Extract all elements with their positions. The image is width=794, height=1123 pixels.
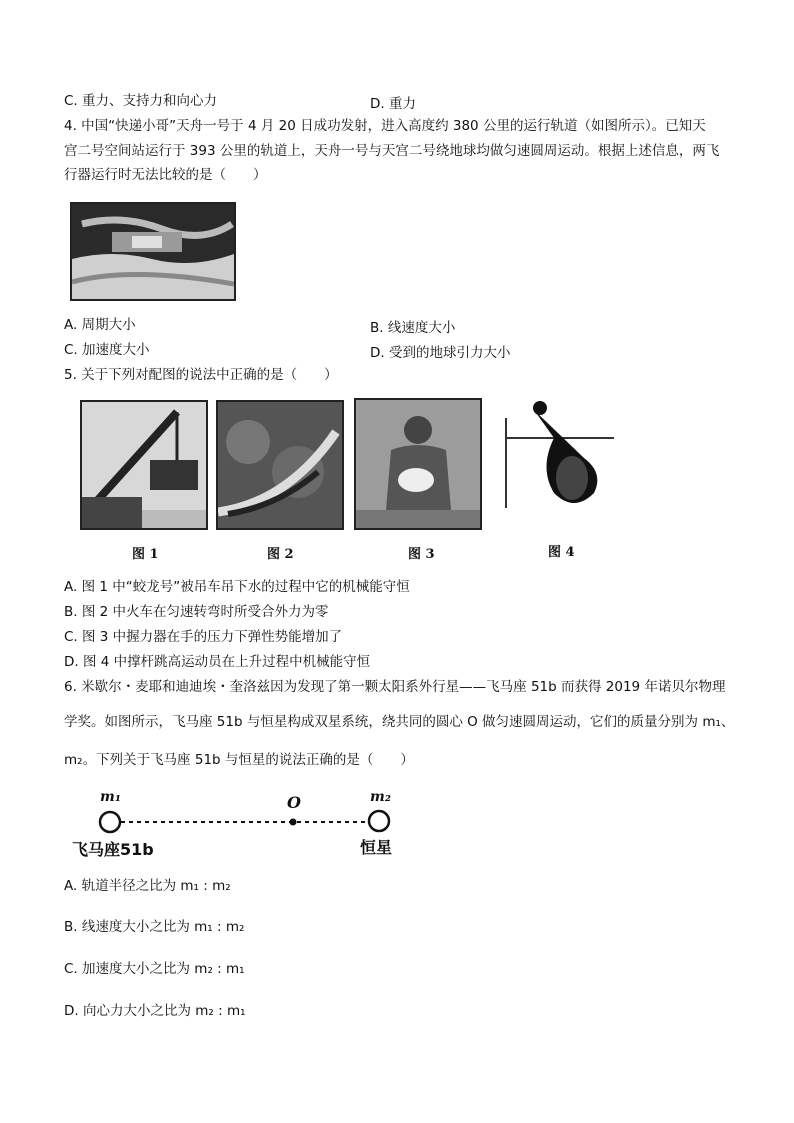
q5-stem: 5. 关于下列对配图的说法中正确的是（ ） [64, 367, 338, 383]
q6-option-b: B. 线速度大小之比为 m₁ : m₂ [64, 919, 245, 935]
center-point [290, 819, 297, 826]
planet-circle [100, 812, 120, 832]
m1-label: m₁ [100, 789, 121, 805]
q5-figure1-crane-photo [80, 400, 208, 530]
star-name-label: 恒星 [360, 838, 393, 857]
q5-option-b: B. 图 2 中火车在匀速转弯时所受合外力为零 [64, 604, 329, 620]
center-o-label: O [287, 793, 301, 812]
m2-label: m₂ [370, 789, 391, 805]
q4-option-b: B. 线速度大小 [370, 320, 456, 336]
q3-option-d: D. 重力 [370, 96, 416, 112]
q6-binary-star-diagram [70, 785, 410, 865]
q6-option-d: D. 向心力大小之比为 m₂ : m₁ [64, 1003, 246, 1019]
q6-option-c: C. 加速度大小之比为 m₂ : m₁ [64, 961, 245, 977]
q5-figure4-caption: 图 4 [548, 545, 575, 560]
q4-option-a: A. 周期大小 [64, 317, 136, 333]
q3-option-c: C. 重力、支持力和向心力 [64, 93, 218, 109]
q5-figure2-caption: 图 2 [267, 547, 294, 562]
star-circle [369, 811, 389, 831]
q4-stem-line3: 行器运行时无法比较的是（ ） [64, 167, 267, 183]
q5-option-a: A. 图 1 中“蛟龙号”被吊车吊下水的过程中它的机械能守恒 [64, 579, 410, 595]
q4-orbit-photo [70, 202, 236, 301]
q4-option-d: D. 受到的地球引力大小 [370, 345, 511, 361]
q4-stem-line2: 宫二号空间站运行于 393 公里的轨道上，天舟一号与天宫二号绕地球均做匀速圆周运动。根据上述信息，两飞 [64, 143, 720, 159]
q6-stem-line3: m₂。下列关于飞马座 51b 与恒星的说法正确的是（ ） [64, 752, 414, 768]
q6-stem-line2: 学奖。如图所示，飞马座 51b 与恒星构成双星系统，绕共同的圆心 O 做匀速圆周运动，它们的质量分别为 m₁、 [64, 714, 735, 730]
q5-figure2-train-photo [216, 400, 344, 530]
q5-figure3-grip-photo [354, 398, 482, 530]
q5-figure1-caption: 图 1 [132, 547, 159, 562]
q4-stem-line1: 4. 中国“快递小哥”天舟一号于 4 月 20 日成功发射，进入高度约 380 公里的运行轨道（如图所示）。已知天 [64, 118, 706, 134]
q5-option-c: C. 图 3 中握力器在手的压力下弹性势能增加了 [64, 629, 343, 645]
q6-option-a: A. 轨道半径之比为 m₁ : m₂ [64, 878, 231, 894]
planet-name-label: 飞马座51b [72, 840, 154, 859]
q5-option-d: D. 图 4 中撑杆跳高运动员在上升过程中机械能守恒 [64, 654, 371, 670]
q4-option-c: C. 加速度大小 [64, 342, 150, 358]
q5-figure4-pole-vault-photo [494, 398, 624, 528]
q6-stem-line1: 6. 米歇尔・麦耶和迪迪埃・奎洛兹因为发现了第一颗太阳系外行星——飞马座 51b 而获得 2019 年诺贝尔物理 [64, 679, 726, 695]
q5-figure3-caption: 图 3 [408, 547, 435, 562]
